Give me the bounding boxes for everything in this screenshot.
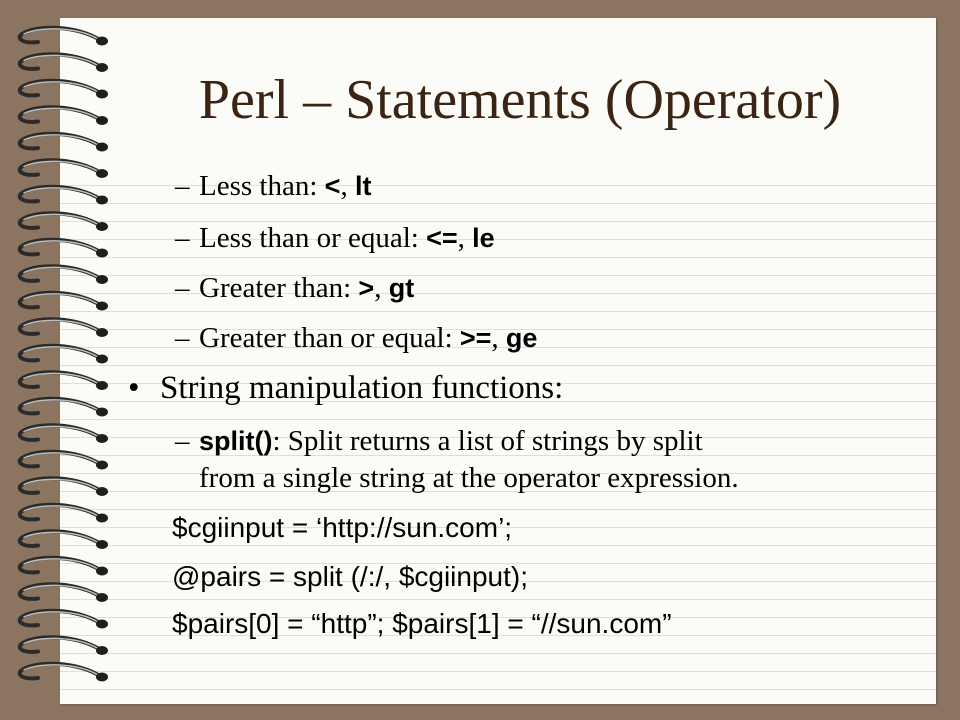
binding-ring-icon bbox=[20, 266, 108, 284]
binding-ring-icon bbox=[20, 319, 108, 337]
split-description-line1: – split(): Split returns a list of strings by split bbox=[175, 425, 703, 457]
binding-ring-icon bbox=[20, 531, 108, 549]
binding-ring-icon bbox=[20, 293, 108, 311]
binding-ring-icon bbox=[20, 452, 108, 470]
binding-ring-icon bbox=[20, 213, 108, 231]
split-function-name: split() bbox=[199, 426, 273, 456]
binding-ring-icon bbox=[20, 107, 108, 125]
bullet-icon: • bbox=[128, 370, 140, 406]
binding-ring-icon bbox=[20, 240, 108, 258]
binding-ring-icon bbox=[20, 664, 108, 682]
bullet-string-functions: • String manipulation functions: bbox=[128, 370, 564, 406]
slide-body bbox=[110, 0, 930, 720]
slide-title: Perl – Statements (Operator) bbox=[198, 69, 842, 131]
comparison-item-greater-than: – Greater than: >, gt bbox=[175, 272, 415, 304]
binding-ring-icon bbox=[20, 28, 108, 46]
comparison-item-greater-equal: – Greater than or equal: >=, ge bbox=[175, 322, 538, 354]
binding-ring-icon bbox=[20, 54, 108, 72]
binding-ring-icon bbox=[20, 611, 108, 629]
binding-ring-icon bbox=[20, 81, 108, 99]
binding-ring-icon bbox=[20, 584, 108, 602]
binding-ring-icon bbox=[20, 505, 108, 523]
code-line: $pairs[0] = “http”; $pairs[1] = “//sun.com” bbox=[172, 608, 672, 639]
binding-ring-icon bbox=[20, 160, 108, 178]
binding-ring-icon bbox=[20, 399, 108, 417]
binding-ring-icon bbox=[20, 134, 108, 152]
code-line: $cgiinput = ‘http://sun.com’; bbox=[172, 512, 513, 543]
binding-ring-icon bbox=[20, 425, 108, 443]
binding-ring-icon bbox=[20, 558, 108, 576]
split-description-line2: from a single string at the operator expression. bbox=[199, 462, 739, 494]
binding-ring-icon bbox=[20, 637, 108, 655]
binding-ring-icon bbox=[20, 372, 108, 390]
code-line: @pairs = split (/:/, $cgiinput); bbox=[172, 561, 529, 592]
binding-ring-icon bbox=[20, 478, 108, 496]
spiral-binding-icon bbox=[8, 22, 118, 702]
binding-ring-icon bbox=[20, 346, 108, 364]
comparison-item-less-than: – Less than: <, lt bbox=[175, 170, 372, 202]
binding-ring-icon bbox=[20, 187, 108, 205]
comparison-item-less-equal: – Less than or equal: <=, le bbox=[175, 222, 495, 254]
